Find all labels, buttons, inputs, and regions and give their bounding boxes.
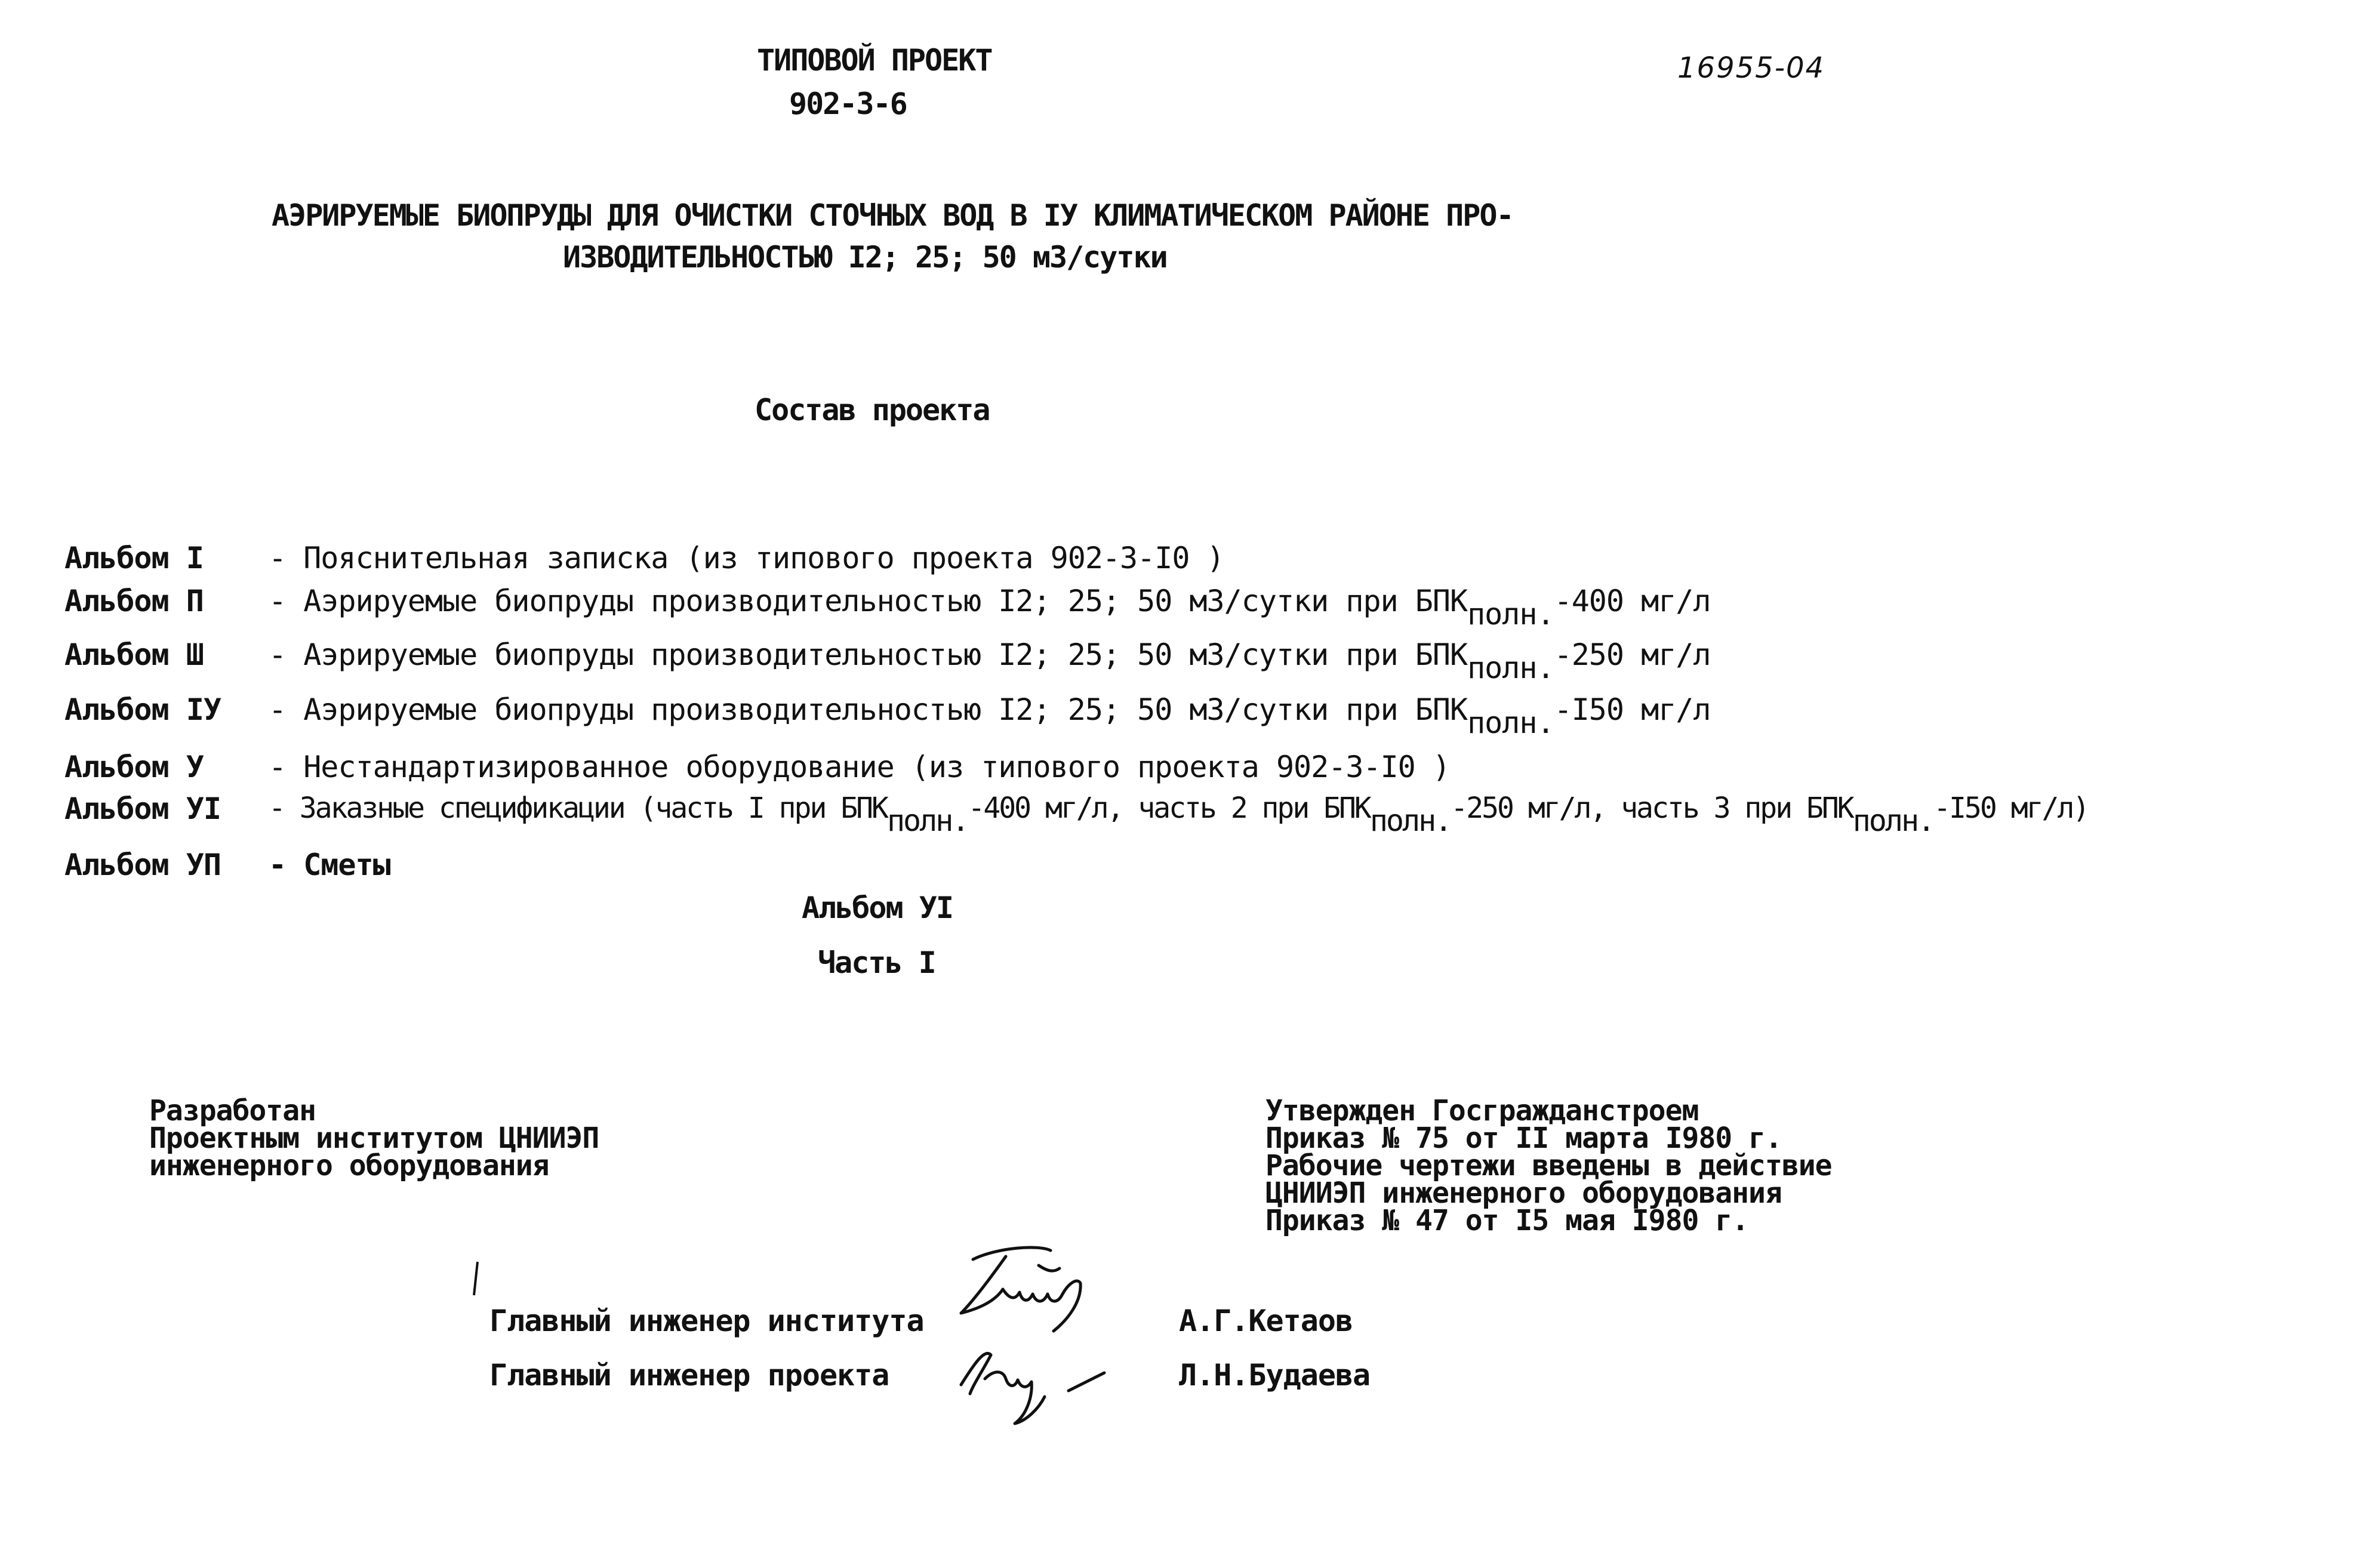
handwritten-signature	[949, 1242, 1146, 1438]
inventory-number: 16955-04	[1677, 51, 1825, 85]
signature-role: Главный инженер института	[489, 1304, 924, 1338]
bod-subscript: полн.	[1852, 803, 1934, 838]
album-description: - Нестандартизированное оборудование (из типового проекта 902-3-I0 )	[269, 750, 1450, 784]
album-row	[64, 791, 221, 826]
album-label: Альбом У	[64, 750, 204, 784]
album-row	[64, 584, 204, 618]
signature-name: А.Г.Кетаов	[1179, 1304, 1353, 1338]
album-row	[64, 750, 204, 784]
document-type: ТИПОВОЙ ПРОЕКТ	[757, 43, 992, 78]
bod-subscript: полн.	[1467, 651, 1554, 685]
contents-heading: Состав проекта	[755, 393, 990, 427]
album-row	[64, 541, 204, 575]
document-title-line-1: АЭРИРУЕМЫЕ БИОПРУДЫ ДЛЯ ОЧИСТКИ СТОЧНЫХ ВОД В IУ КЛИМАТИЧЕСКОМ РАЙОНЕ ПРО-	[272, 198, 1513, 233]
album-text: -250 мг/л, часть 3 при БПК	[1451, 791, 1853, 825]
album-label: Альбом УI	[64, 791, 221, 826]
album-text: - Аэрируемые биопруды производительностью I2; 25; 50 м3/сутки при БПК	[269, 584, 1468, 618]
album-text: -400 мг/л, часть 2 при БПК	[968, 791, 1370, 825]
album-text: - Аэрируемые биопруды производительностью I2; 25; 50 м3/сутки при БПК	[269, 692, 1468, 727]
approval-line: Приказ № 47 от I5 мая I980 г.	[1265, 1204, 1749, 1237]
album-row	[64, 692, 221, 727]
album-text: -400 мг/л	[1554, 584, 1711, 618]
bod-subscript: полн.	[1467, 706, 1554, 740]
album-description	[269, 637, 1711, 685]
album-description	[269, 584, 1711, 631]
album-label: Альбом П	[64, 584, 204, 618]
album-text: -250 мг/л	[1554, 637, 1711, 672]
album-row	[64, 637, 204, 672]
tick-mark	[472, 1261, 480, 1296]
approval-line: Приказ № 75 от II марта I980 г.	[1265, 1122, 1782, 1155]
developer-line: Проектным институтом ЦНИИЭП	[149, 1122, 599, 1155]
album-label: Альбом IУ	[64, 692, 221, 727]
developer-line: инженерного оборудования	[149, 1149, 549, 1182]
album-label: Альбом Ш	[64, 637, 204, 672]
album-label: Альбом I	[64, 541, 204, 575]
album-description: - Сметы	[269, 848, 390, 882]
album-description	[269, 692, 1711, 740]
album-text: - Аэрируемые биопруды производительностью I2; 25; 50 м3/сутки при БПК	[269, 637, 1468, 672]
approval-line: Рабочие чертежи введены в действие	[1265, 1149, 1832, 1182]
album-description: - Пояснительная записка (из типового проекта 902-3-I0 )	[269, 541, 1224, 575]
bod-subscript: полн.	[886, 803, 968, 838]
developer-line: Разработан	[149, 1094, 316, 1128]
album-text: - Заказные спецификации (часть I при БПК	[269, 791, 887, 825]
approval-line: ЦНИИЭП инженерного оборудования	[1265, 1176, 1782, 1210]
bod-subscript: полн.	[1369, 803, 1451, 838]
current-album: Альбом УI	[802, 891, 953, 925]
album-row	[64, 848, 221, 882]
album-text: -I50 мг/л	[1554, 692, 1711, 727]
album-text: -I50 мг/л)	[1933, 791, 2089, 825]
document-title-line-2: ИЗВОДИТЕЛЬНОСТЬЮ I2; 25; 50 м3/сутки	[563, 240, 1167, 275]
album-description	[269, 791, 2089, 838]
approval-block	[1265, 1094, 1832, 1237]
album-label: Альбом УП	[64, 848, 221, 882]
approval-line: Утвержден Госгражданстроем	[1265, 1094, 1699, 1128]
current-part: Часть I	[818, 945, 935, 980]
signature-name: Л.Н.Будаева	[1179, 1358, 1371, 1393]
project-number: 902-3-6	[789, 87, 907, 121]
signature-role: Главный инженер проекта	[489, 1358, 889, 1393]
developer-block	[149, 1094, 599, 1182]
bod-subscript: полн.	[1467, 597, 1554, 631]
